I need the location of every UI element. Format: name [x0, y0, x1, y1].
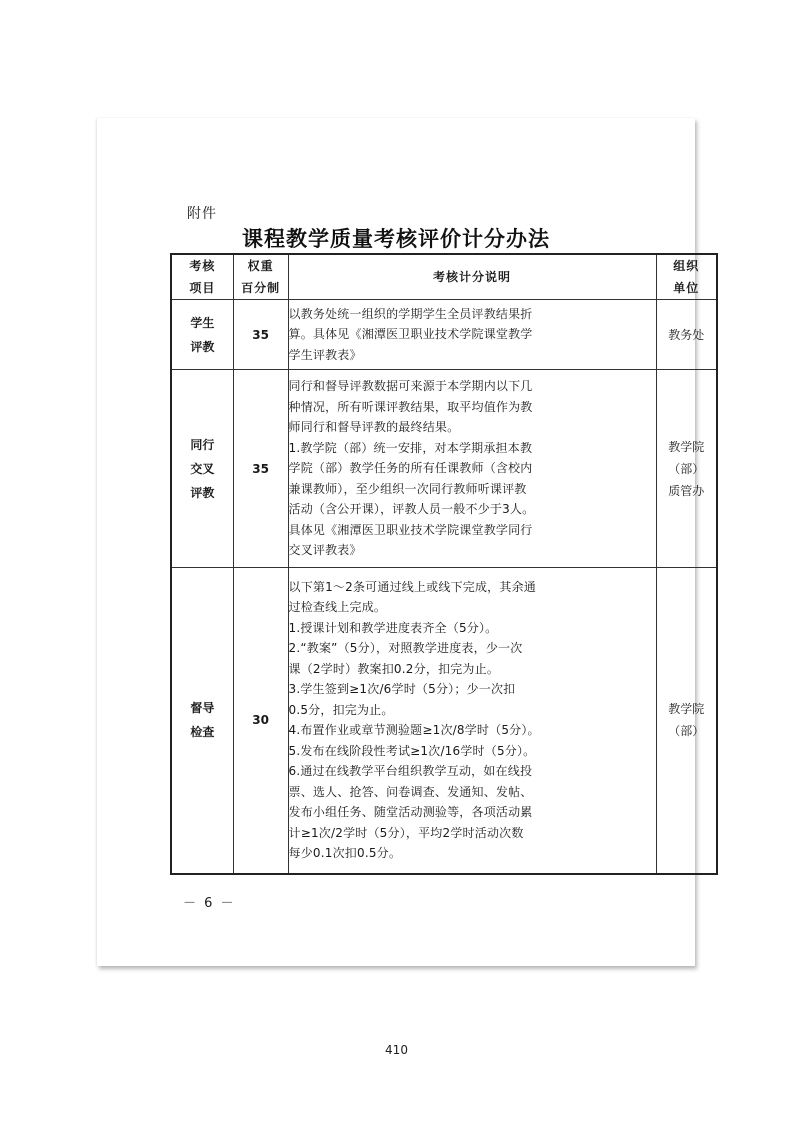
desc-line: 4.布置作业或章节测验题≥1次/8学时（5分）。 — [288, 723, 540, 738]
unit-line: （部） — [668, 461, 705, 476]
header-item-line: 考核 — [189, 259, 216, 273]
unit-line: 质管办 — [668, 483, 705, 498]
row-weight: 30 — [233, 568, 288, 874]
header-unit — [656, 254, 717, 300]
header-item — [171, 254, 233, 300]
table-header-row — [171, 254, 717, 300]
desc-line: 算。具体见《湘潭医卫职业技术学院课堂教学 — [288, 327, 533, 342]
desc-line: 每少0.1次扣0.5分。 — [288, 846, 402, 861]
desc-line: 过检查线上完成。 — [288, 600, 387, 615]
row-item — [171, 568, 233, 874]
row-description — [288, 370, 656, 568]
header-unit-line: 组织 — [673, 259, 700, 273]
row-item-line: 检查 — [190, 725, 215, 740]
header-item-line: 项目 — [189, 281, 216, 295]
header-unit-line: 单位 — [673, 281, 700, 295]
row-unit — [656, 300, 717, 370]
header-weight-line: 百分制 — [241, 281, 281, 295]
desc-line: 票、选人、抢答、问卷调查、发通知、发帖、 — [288, 784, 533, 799]
scoring-table — [170, 253, 718, 875]
desc-line: 活动（含公开课），评教人员一般不少于3人。 — [288, 502, 535, 517]
desc-line: 以教务处统一组织的学期学生全员评教结果折 — [288, 306, 533, 321]
page-number: － 6 － — [183, 896, 236, 911]
header-description: 考核计分说明 — [288, 254, 656, 300]
desc-line: 种情况，所有听课评教结果，取平均值作为教 — [288, 399, 533, 414]
desc-line: 0.5分，扣完为止。 — [288, 702, 394, 717]
row-weight: 35 — [233, 300, 288, 370]
row-unit — [656, 568, 717, 874]
desc-line: 同行和督导评教数据可来源于本学期内以下几 — [288, 379, 533, 394]
desc-line: 1.授课计划和教学进度表齐全（5分）。 — [288, 620, 498, 635]
unit-line: 教学院 — [668, 439, 705, 454]
desc-line: 计≥1次/2学时（5分），平均2学时活动次数 — [288, 825, 524, 840]
desc-line: 课（2学时）教案扣0.2分，扣完为止。 — [288, 661, 500, 676]
row-item-line: 交叉 — [190, 461, 215, 476]
unit-line: （部） — [668, 724, 705, 739]
header-weight — [233, 254, 288, 300]
footer-page-number: 410 — [385, 1043, 408, 1057]
row-unit — [656, 370, 717, 568]
row-item — [171, 300, 233, 370]
table-row — [171, 568, 717, 874]
row-weight: 35 — [233, 370, 288, 568]
row-item-line: 学生 — [190, 315, 215, 330]
row-description — [288, 568, 656, 874]
desc-line: 6.通过在线教学平台组织教学互动，如在线投 — [288, 764, 533, 779]
desc-line: 师同行和督导评教的最终结果。 — [288, 420, 460, 435]
table-row — [171, 370, 717, 568]
desc-line: 学院（部）教学任务的所有任课教师（含校内 — [288, 461, 533, 476]
desc-line: 以下第1～2条可通过线上或线下完成，其余通 — [288, 579, 536, 594]
row-item-line: 督导 — [190, 701, 215, 716]
desc-line: 具体见《湘潭医卫职业技术学院课堂教学同行 — [288, 522, 533, 537]
unit-line: 教务处 — [668, 327, 705, 342]
header-weight-line: 权重 — [247, 259, 274, 273]
row-item-line: 同行 — [190, 437, 215, 452]
row-item — [171, 370, 233, 568]
desc-line: 1.教学院（部）统一安排，对本学期承担本教 — [288, 440, 533, 455]
attachment-label: 附件 — [187, 206, 217, 222]
row-item-line: 评教 — [190, 485, 215, 500]
desc-line: 2.“教案”（5分），对照教学进度表，少一次 — [288, 641, 523, 656]
scanned-page — [97, 118, 705, 966]
desc-line: 学生评教表》 — [288, 347, 362, 362]
document-title: 课程教学质量考核评价计分办法 — [242, 226, 550, 251]
desc-line: 发布小组任务、随堂活动测验等，各项活动累 — [288, 805, 533, 820]
table-row — [171, 300, 717, 370]
row-description — [288, 300, 656, 370]
desc-line: 交叉评教表》 — [288, 543, 362, 558]
row-item-line: 评教 — [190, 339, 215, 354]
desc-line: 3.学生签到≥1次/6学时（5分）；少一次扣 — [288, 682, 516, 697]
desc-line: 5.发布在线阶段性考试≥1次/16学时（5分）。 — [288, 743, 536, 758]
unit-line: 教学院 — [668, 702, 705, 717]
desc-line: 兼课教师），至少组织一次同行教师听课评教 — [288, 481, 527, 496]
